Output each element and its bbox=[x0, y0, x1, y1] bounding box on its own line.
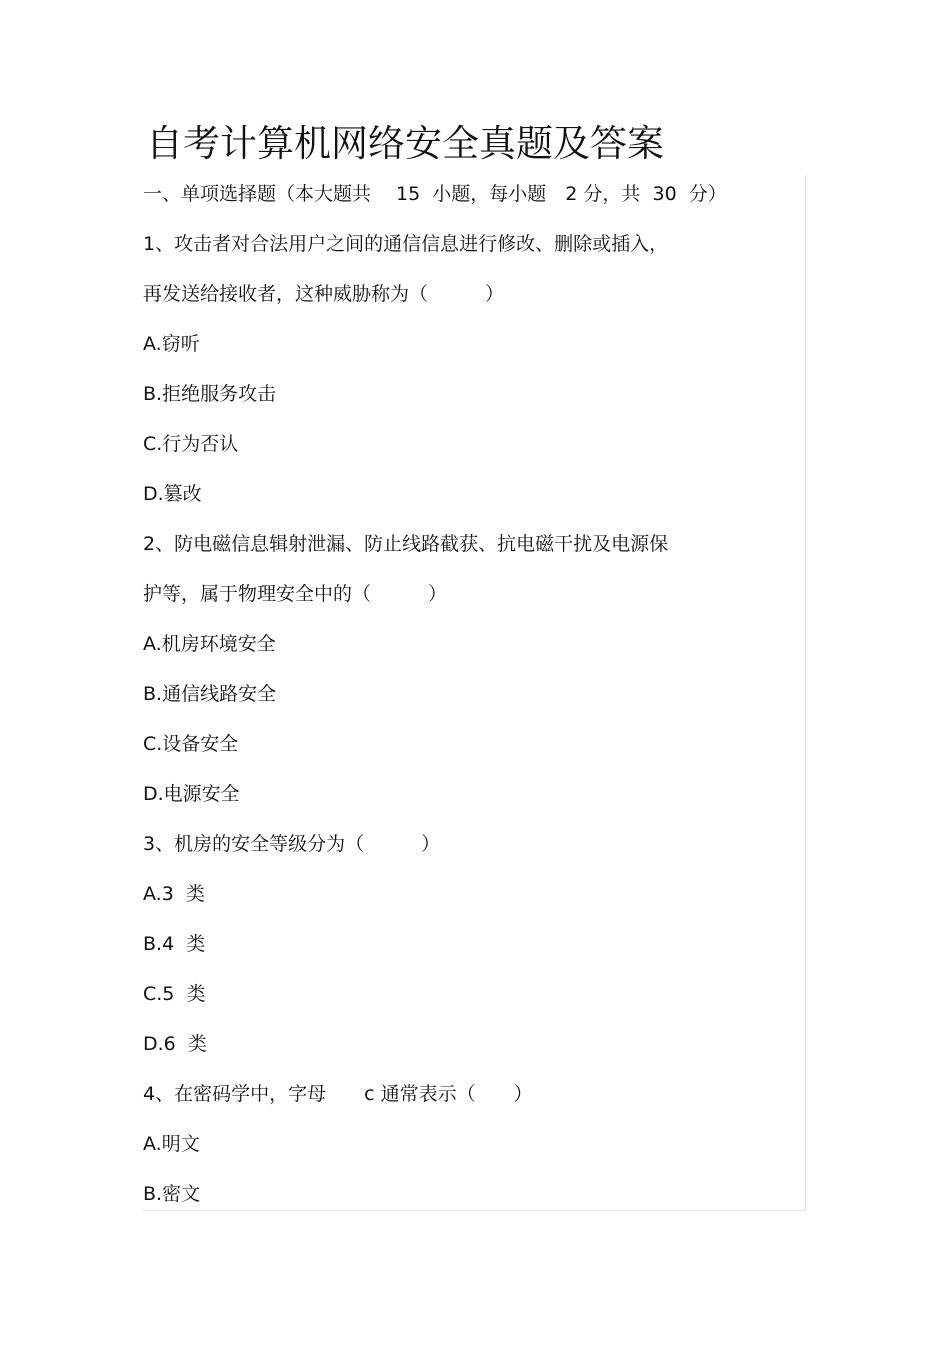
question-2-option-c: C.设备安全 bbox=[143, 733, 239, 755]
question-1-option-a: A.窃听 bbox=[143, 333, 200, 355]
question-2-option-d: D.电源安全 bbox=[143, 783, 240, 805]
question-2-option-a: A.机房环境安全 bbox=[143, 633, 276, 655]
question-1-option-b: B.拒绝服务攻击 bbox=[143, 383, 277, 405]
section-heading: 一、单项选择题（本大题共 15 小题，每小题 2 分，共 30 分） bbox=[143, 183, 727, 205]
question-3-option-d: D.6 类 bbox=[143, 1033, 207, 1055]
question-1-option-c: C.行为否认 bbox=[143, 433, 239, 455]
question-4-option-b: B.密文 bbox=[143, 1183, 201, 1205]
question-1-stem-line-2: 再发送给接收者，这种威胁称为（ ） bbox=[143, 283, 505, 305]
question-2-option-b: B.通信线路安全 bbox=[143, 683, 277, 705]
question-4-stem: 4、在密码学中，字母 c 通常表示（ ） bbox=[143, 1083, 533, 1105]
question-2-stem-line-1: 2、防电磁信息辑射泄漏、防止线路截获、抗电磁干扰及电源保 bbox=[143, 533, 669, 555]
question-1-option-d: D.篡改 bbox=[143, 483, 202, 505]
question-1-stem-line-1: 1、攻击者对合法用户之间的通信信息进行修改、删除或插入， bbox=[143, 233, 669, 255]
question-4-option-a: A.明文 bbox=[143, 1133, 200, 1155]
question-3-stem: 3、机房的安全等级分为（ ） bbox=[143, 833, 441, 855]
question-3-option-c: C.5 类 bbox=[143, 983, 206, 1005]
page-title: 自考计算机网络安全真题及答案 bbox=[146, 122, 664, 165]
question-3-option-b: B.4 类 bbox=[143, 933, 206, 955]
question-2-stem-line-2: 护等，属于物理安全中的（ ） bbox=[143, 583, 448, 605]
question-3-option-a: A.3 类 bbox=[143, 883, 205, 905]
